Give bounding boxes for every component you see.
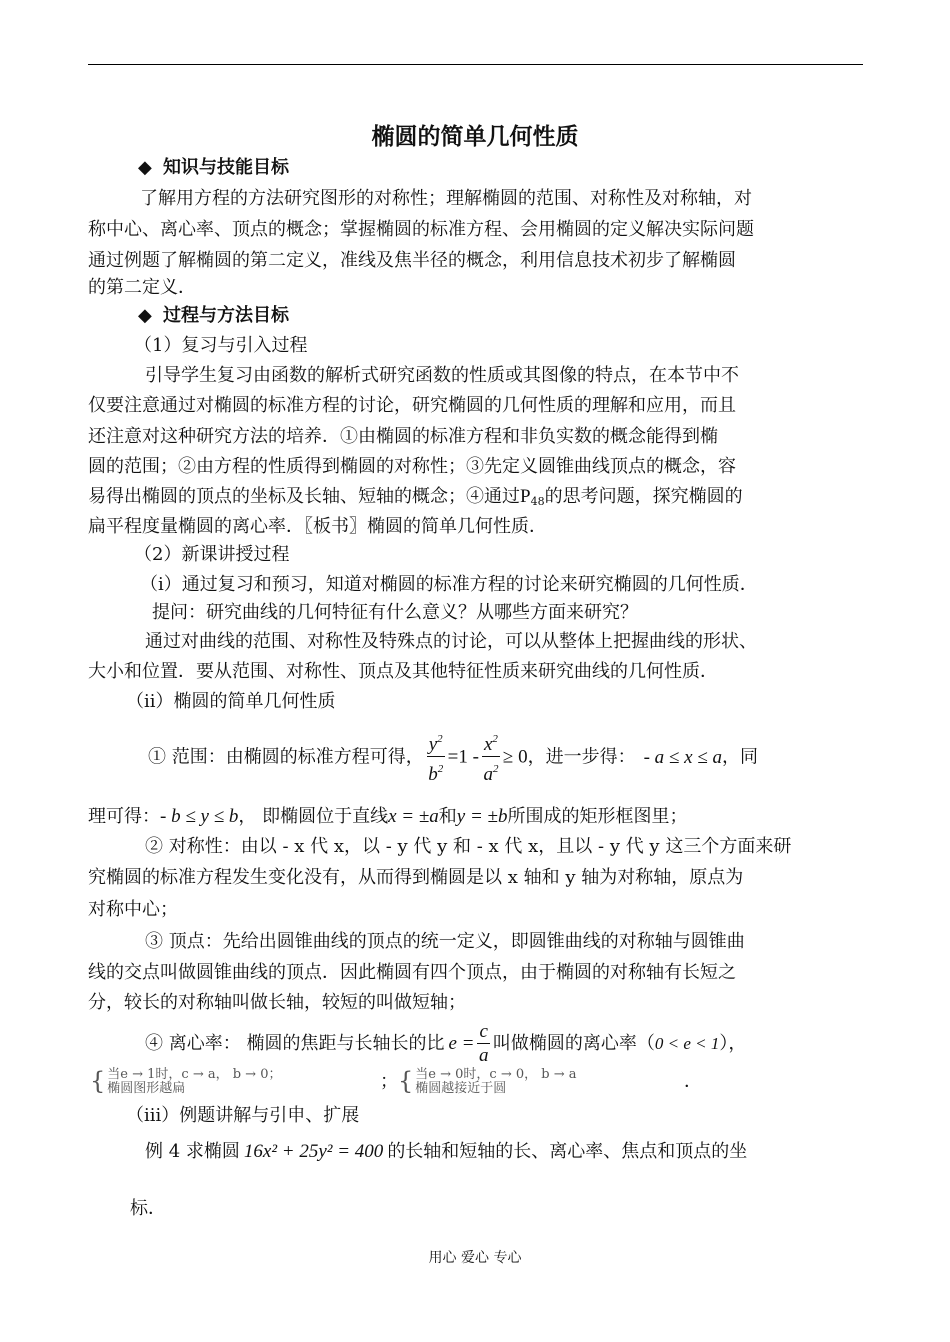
diamond-bullet-icon: ◆ — [138, 157, 152, 178]
diamond-bullet-icon: ◆ — [138, 305, 152, 326]
symmetry-line-1: ② 对称性：由以 - x 代 x，以 - y 代 y 和 - x 代 x，且以 - y 代 y 这三个方面来研 — [145, 836, 792, 857]
section-heading-label: 知识与技能目标 — [163, 157, 289, 178]
knowledge-line-1: 了解用方程的方法研究图形的对称性；理解椭圆的范围、对称性及对称轴，对 — [140, 188, 752, 209]
subheading-new-lesson: （2）新课讲授过程 — [134, 544, 290, 565]
review-line-6: 扁平程度量椭圆的离心率．〖板书〗椭圆的简单几何性质． — [88, 516, 547, 537]
subheading-review: （1）复习与引入过程 — [134, 335, 308, 356]
knowledge-line-2: 称中心、离心率、顶点的概念；掌握椭圆的标准方程、会用椭圆的定义解决实际问题 — [88, 219, 754, 240]
symmetry-line-3: 对称中心； — [88, 899, 178, 920]
vertex-line-2: 线的交点叫做圆锥曲线的顶点．因此椭圆有四个顶点，由于椭圆的对称轴有长短之 — [88, 962, 736, 983]
fraction-x2-a2: $\frac{x^2}{a^2}$ — [482, 728, 500, 787]
example-4-last: 标． — [130, 1198, 166, 1219]
fraction-y2-b2: $\frac{y^2}{b^2}$ — [427, 728, 445, 787]
review-line-5: 易得出椭圆的顶点的坐标及长轴、短轴的概念；④通过$P_{48}$的思考问题，探究椭圆的 — [88, 486, 743, 508]
symmetry-line-2: 究椭圆的标准方程发生变化没有，从而得到椭圆是以 x 轴和 y 轴为对称轴，原点为 — [88, 867, 744, 888]
knowledge-line-3: 通过例题了解椭圆的第二定义，准线及焦半径的概念，利用信息技术初步了解椭圆 — [88, 250, 736, 271]
review-line-1: 引导学生复习由函数的解析式研究函数的性质或其图像的特点，在本节中不 — [145, 365, 739, 386]
page-footer: 用心 爱心 专心 — [428, 1250, 522, 1266]
eccentricity-case-e-to-1: { 当e → 1时，c → a， b → 0； 椭圆图形越扁 — [90, 1067, 282, 1096]
vertex-line-1: ③ 顶点：先给出圆锥曲线的顶点的统一定义，即圆锥曲线的对称轴与圆锥曲 — [145, 931, 745, 952]
review-line-2: 仅要注意通过对椭圆的标准方程的讨论，研究椭圆的几何性质的理解和应用，而且 — [88, 395, 736, 416]
lesson-para-line-1: 通过对曲线的范围、对称性及特殊点的讨论，可以从整体上把握曲线的形状、 — [145, 631, 757, 652]
example-4-line: 例 4 求椭圆 16x² + 25y² = 400 的长轴和短轴的长、离心率、焦点和顶点的坐 — [145, 1141, 748, 1162]
subheading-examples: （iii）例题讲解与引申、扩展 — [126, 1105, 360, 1126]
review-line-4: 圆的范围；②由方程的性质得到椭圆的对称性；③先定义圆锥曲线顶点的概念，容 — [88, 456, 736, 477]
eccentricity-case-e-to-0: { 当e → 0时，c → 0， b → a 椭圆越接近于圆 — [398, 1067, 577, 1096]
review-line-3: 还注意对这种研究方法的培养．①由椭圆的标准方程和非负实数的概念能得到椭 — [88, 426, 718, 447]
knowledge-line-4: 的第二定义． — [88, 277, 196, 298]
vertex-line-3: 分，较长的对称轴叫做长轴，较短的叫做短轴； — [88, 992, 466, 1013]
section-heading-process — [138, 300, 289, 331]
lesson-i: （i）通过复习和预习，知道对椭圆的标准方程的讨论来研究椭圆的几何性质． — [140, 574, 758, 595]
page-title: 椭圆的简单几何性质 — [371, 124, 579, 150]
top-rule — [88, 64, 863, 65]
eccentricity-line: ④ 离心率： 椭圆的焦距与长轴长的比 e = $\frac{c}{a}$ 叫做椭圆的离心率（0 < e < 1）， — [145, 1020, 747, 1066]
period-mark: ． — [684, 1071, 702, 1092]
subheading-properties: （ii）椭圆的简单几何性质 — [126, 691, 336, 712]
lesson-para-line-2: 大小和位置．要从范围、对称性、顶点及其他特征性质来研究曲线的几何性质． — [88, 661, 718, 682]
semicolon-mark: ； — [380, 1071, 398, 1092]
section-heading-label: 过程与方法目标 — [163, 305, 289, 326]
section-heading-knowledge — [138, 152, 289, 183]
range-line-2: 理可得：- b ≤ y ≤ b， 即椭圆位于直线x = ±a和y = ±b所围成的矩形框图里； — [88, 806, 688, 827]
question-line: 提问：研究曲线的几何特征有什么意义？从哪些方面来研究？ — [152, 602, 638, 623]
range-line-1: ① 范围：由椭圆的标准方程可得， $\frac{y^2}{b^2}$ =1 - $\frac{x^2}{a^2}$ ≥ 0，进一步得： - a ≤ x ≤ a，同 — [148, 728, 758, 787]
fraction-c-a: $\frac{c}{a}$ — [478, 1020, 489, 1066]
